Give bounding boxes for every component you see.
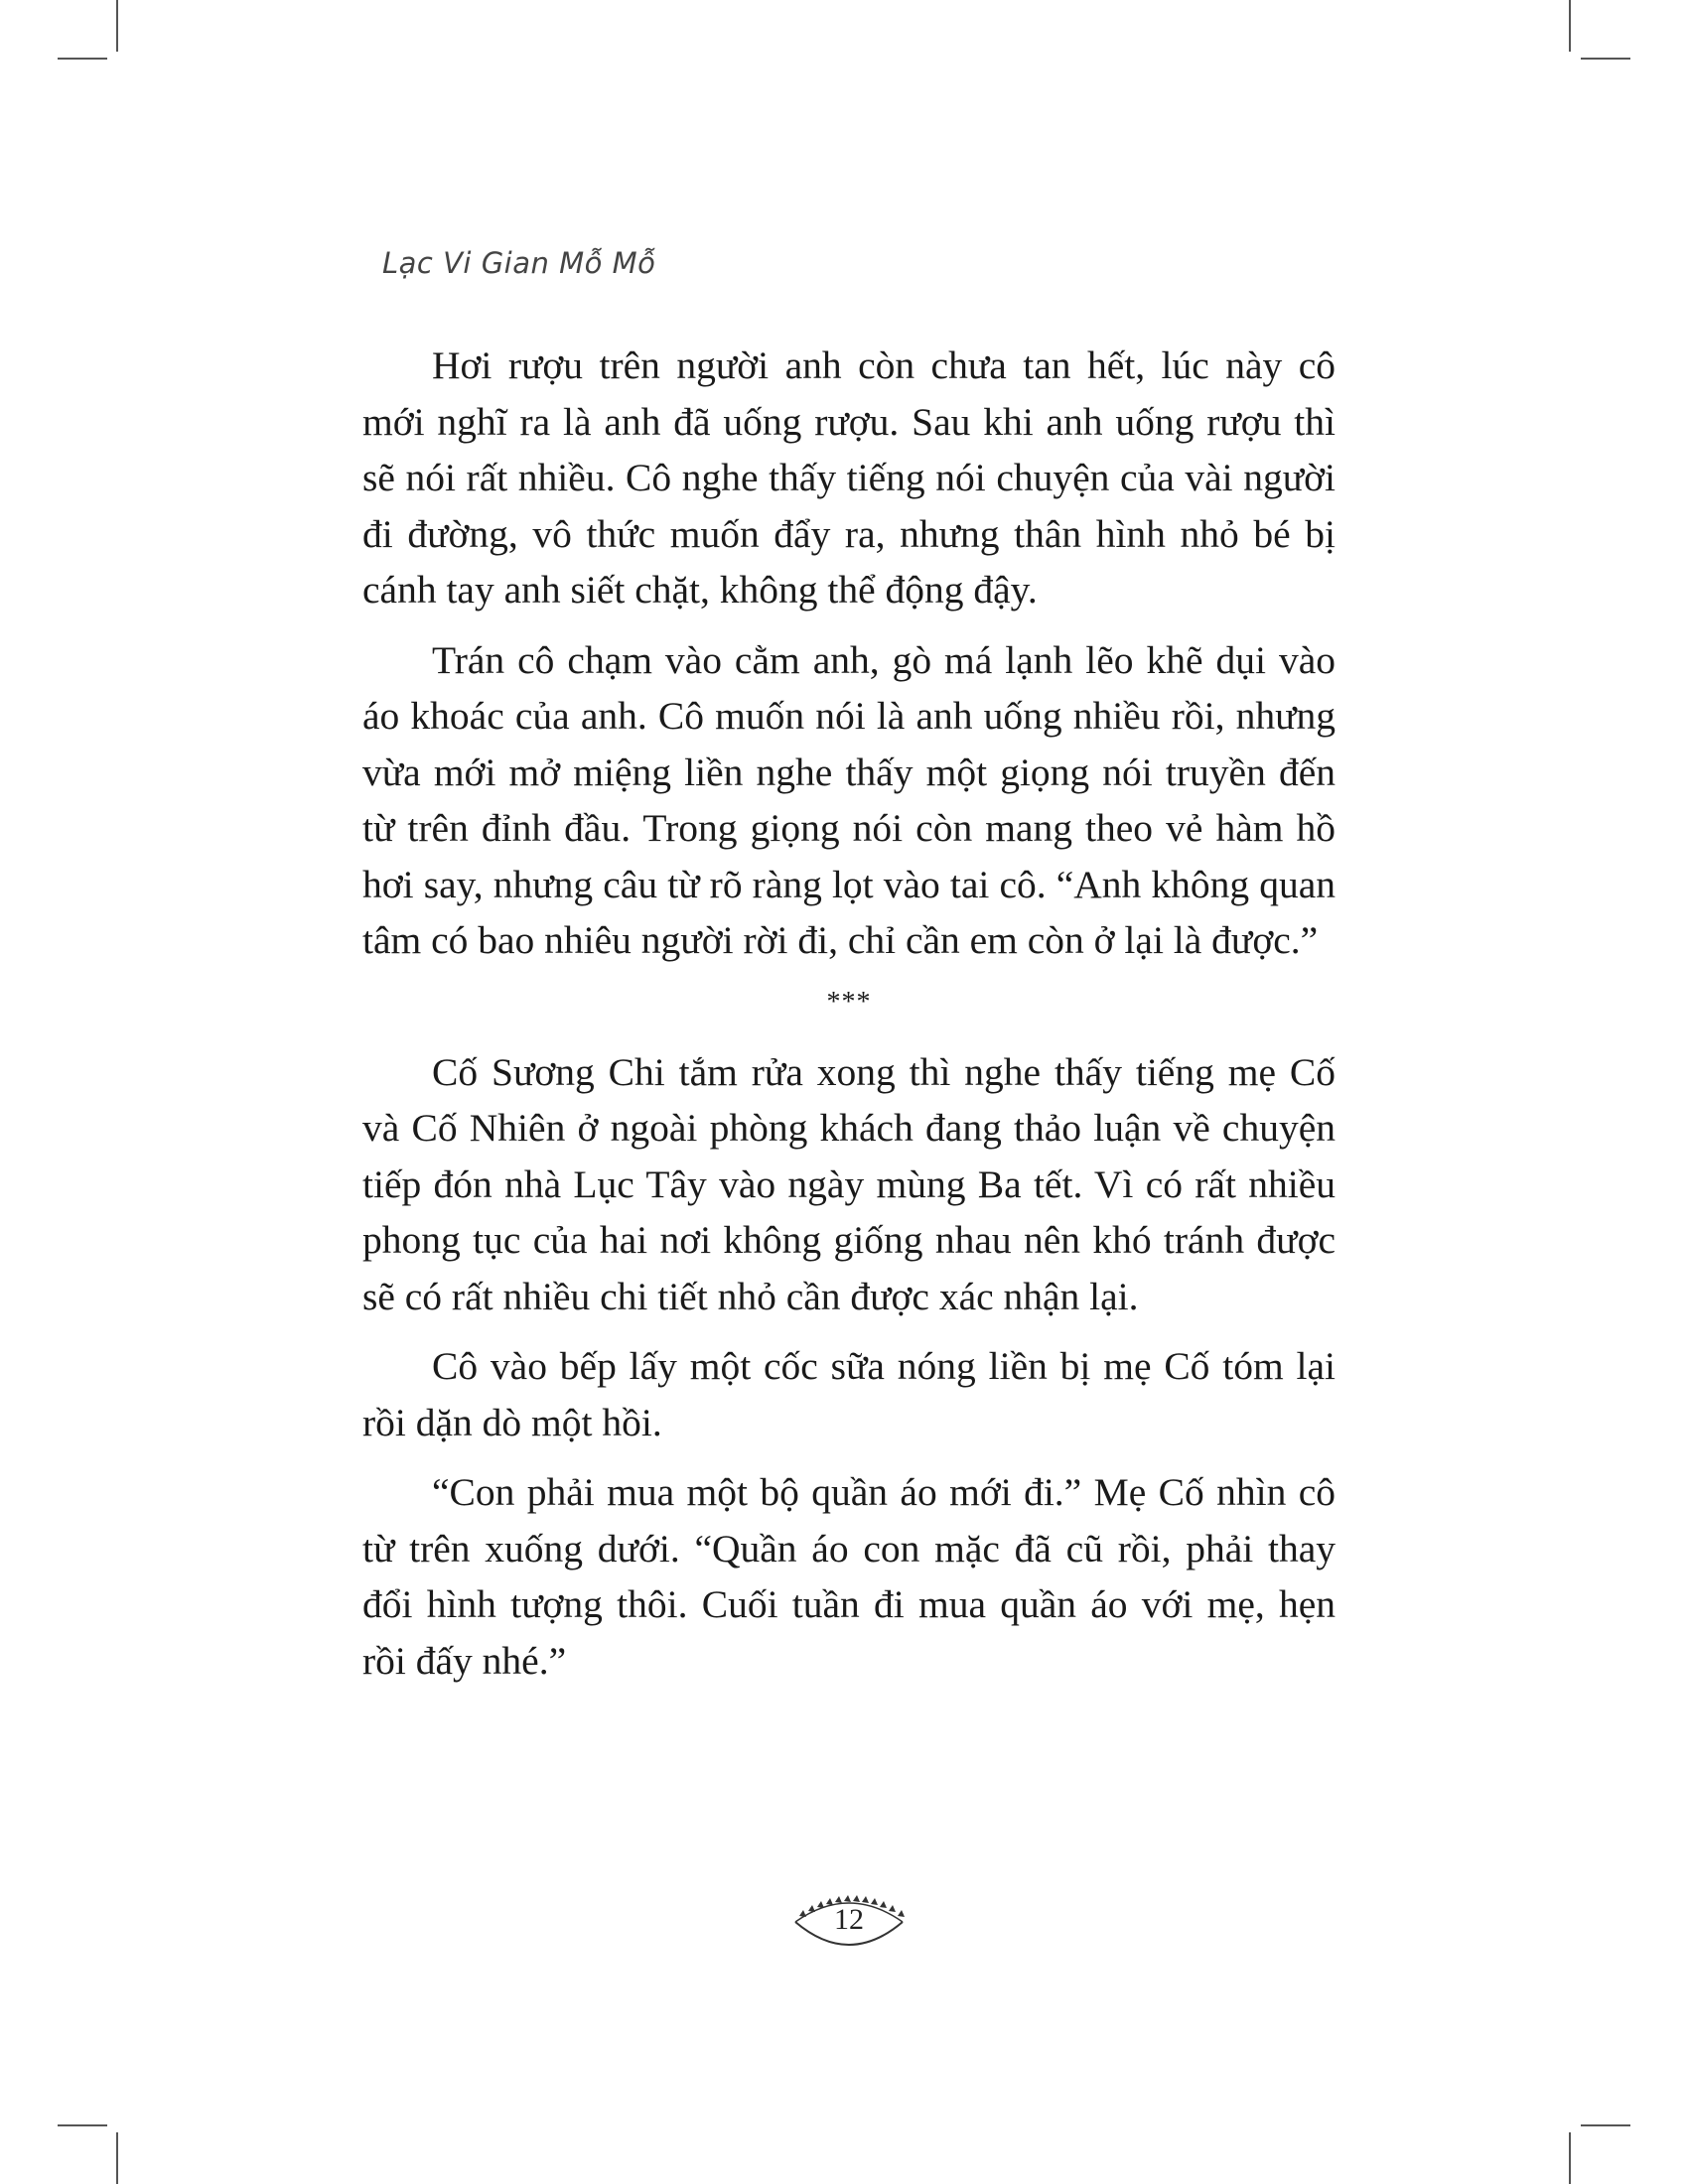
crop-mark-top-left-horizontal	[58, 58, 107, 60]
crop-mark-bottom-left-vertical	[116, 2132, 118, 2184]
page-number-ornament	[789, 1886, 909, 1956]
crop-mark-bottom-left-horizontal	[58, 2124, 107, 2126]
paragraph-4: Cô vào bếp lấy một cốc sữa nóng liền bị mẹ Cố tóm lại rồi dặn dò một hồi.	[362, 1344, 1336, 1444]
paragraph-1: Hơi rượu trên người anh còn chưa tan hết, lúc này cô mới nghĩ ra là anh đã uống rượu. Sau khi anh uống rượu thì sẽ nói rất nhiều. Cô nghe thấy tiếng nói chuyện của vài người đi đường, vô thức muốn đẩy ra, nhưng thân hình nhỏ bé bị cánh tay anh siết chặt, không thể động đậy.	[362, 343, 1336, 612]
crop-mark-bottom-right-horizontal	[1581, 2124, 1630, 2126]
crop-mark-top-right-horizontal	[1581, 58, 1630, 60]
paragraph-3: Cố Sương Chi tắm rửa xong thì nghe thấy tiếng mẹ Cố và Cố Nhiên ở ngoài phòng khách đang thảo luận về chuyện tiếp đón nhà Lục Tây vào ngày mùng Ba tết. Vì có rất nhiều phong tục của hai nơi không giống nhau nên khó tránh được sẽ có rất nhiều chi tiết nhỏ cần được xác nhận lại.	[362, 1049, 1336, 1318]
scene-separator: ***	[826, 986, 872, 1018]
running-header: Lạc Vi Gian Mỗ Mỗ	[382, 246, 656, 280]
crop-mark-top-left-vertical	[116, 0, 118, 52]
paragraph-5: “Con phải mua một bộ quần áo mới đi.” Mẹ Cố nhìn cô từ trên xuống dưới. “Quần áo con mặc đã cũ rồi, phải thay đổi hình tượng thôi. Cuối tuần đi mua quần áo với mẹ, hẹn rồi đấy nhé.”	[362, 1470, 1336, 1683]
crop-mark-top-right-vertical	[1569, 0, 1571, 52]
crop-mark-bottom-right-vertical	[1569, 2132, 1571, 2184]
body-text	[362, 338, 1336, 1689]
page-number: 12	[834, 1903, 864, 1936]
paragraph-2: Trán cô chạm vào cằm anh, gò má lạnh lẽo khẽ dụi vào áo khoác của anh. Cô muốn nói là anh uống nhiều rồi, nhưng vừa mới mở miệng liền nghe thấy một giọng nói truyền đến từ trên đỉnh đầu. Trong giọng nói còn mang theo vẻ hàm hồ hơi say, nhưng câu từ rõ ràng lọt vào tai cô. “Anh không quan tâm có bao nhiêu người rời đi, chỉ cần em còn ở lại là được.”	[362, 637, 1336, 962]
